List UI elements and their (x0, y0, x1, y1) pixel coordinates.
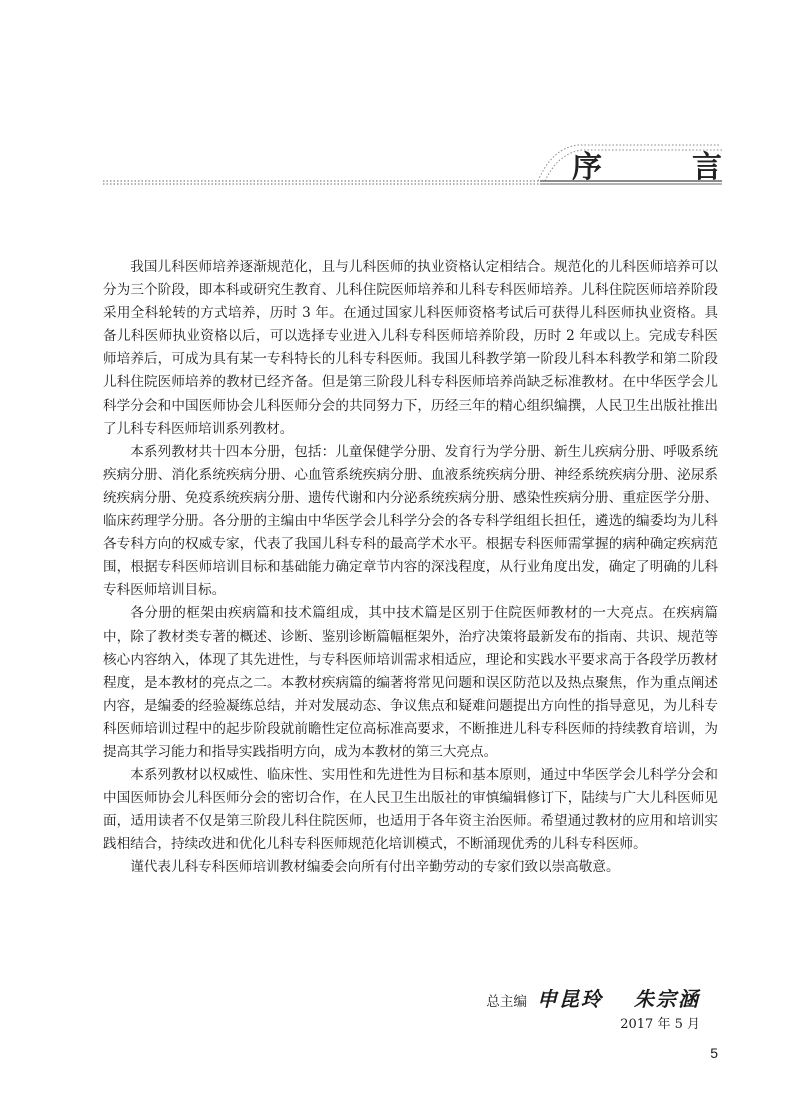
page-title (572, 142, 722, 186)
paragraph: 我国儿科医师培养逐渐规范化，且与儿科医师的执业资格认定相结合。规范化的儿科医师培养可以分为三个阶段，即本科或研究生教育、儿科住院医师培养和儿科专科医师培养。儿科住院医师培养阶段采用全科轮转的方式培养，历时 3 年。在通过国家儿科医师资格考试后可获得儿科医师执业资格。具备儿科医师执业资格以后，可以选择专业进入儿科专科医师培养阶段，历时 2 年或以上。完成专科医师培养后，可成为具有某一专科特长的儿科专科医师。我国儿科教学第一阶段儿科本科教学和第二阶段儿科住院医师培养的教材已经齐备。但是第三阶段儿科专科医师培养尚缺乏标准教材。在中华医学会儿科学分会和中国医师协会儿科医师分会的共同努力下，历经三年的精心组织编撰，人民卫生出版社推出了儿科专科医师培训系列教材。 (103, 259, 718, 437)
paragraph: 本系列教材以权威性、临床性、实用性和先进性为目标和基本原则，通过中华医学会儿科学分会和中国医师协会儿科医师分会的密切合作，在人民卫生出版社的审慎编辑修订下，陆续与广大儿科医师见面，适用读者不仅是第三阶段儿科住院医师，也适用于各年资主治医师。希望通过教材的应用和培训实践相结合，持续改进和优化儿科专科医师规范化培训模式，不断涌现优秀的儿科专科医师。 (103, 767, 718, 853)
signature-name: 朱宗涵 (634, 987, 700, 1011)
signature-name: 申昆玲 (537, 987, 604, 1011)
preface-body (103, 256, 718, 880)
paragraph: 本系列教材共十四本分册，包括：儿童保健学分册、发育行为学分册、新生儿疾病分册、呼吸系统疾病分册、消化系统疾病分册、心血管系统疾病分册、血液系统疾病分册、神经系统疾病分册、泌尿系统疾病分册、免疫系统疾病分册、遗传代谢和内分泌系统疾病分册、感染性疾病分册、重症医学分册、临床药理学分册。各分册的主编由中华医学会儿科学分会的各专科学组组长担任，遴选的编委均为儿科各专科方向的权威专家，代表了我国儿科专科的最高学术水平。根据专科医师需掌握的病种确定疾病范围，根据专科医师培训目标和基础能力确定章节内容的深浅程度，从行业角度出发，确定了明确的儿科专科医师培训目标。 (103, 443, 718, 599)
signature-date: 2017 年 5 月 (620, 1017, 700, 1032)
page-header (0, 0, 800, 200)
title-char: 序 (572, 150, 602, 185)
page-number: 5 (710, 1045, 718, 1061)
paragraph: 谨代表儿科专科医师培训教材编委会向所有付出辛勤劳动的专家们致以崇高敬意。 (130, 859, 620, 876)
signature-names (537, 983, 700, 1012)
paragraph: 各分册的框架由疾病篇和技术篇组成，其中技术篇是区别于住院医师教材的一大亮点。在疾病篇中，除了教材类专著的概述、诊断、鉴别诊断篇幅框架外，治疗决策将最新发布的指南、共识、规范等核心内容纳入，体现了其先进性，与专科医师培训需求相适应，理论和实践水平要求高于各段学历教材程度，是本教材的亮点之二。本教材疾病篇的编著将常见问题和误区防范以及热点聚焦，作为重点阐述内容，是编委的经验凝练总结，并对发展动态、争议焦点和疑难问题提出方向性的指导意见，为儿科专科医师培训过程中的起步阶段就前瞻性定位高标准高要求，不断推进儿科专科医师的持续教育培训，为提高其学习能力和指导实践指明方向，成为本教材的第三大亮点。 (103, 605, 718, 760)
title-char: 言 (692, 150, 722, 185)
signature-block (486, 983, 700, 1013)
editor-in-chief-label: 总主编 (486, 994, 528, 1010)
